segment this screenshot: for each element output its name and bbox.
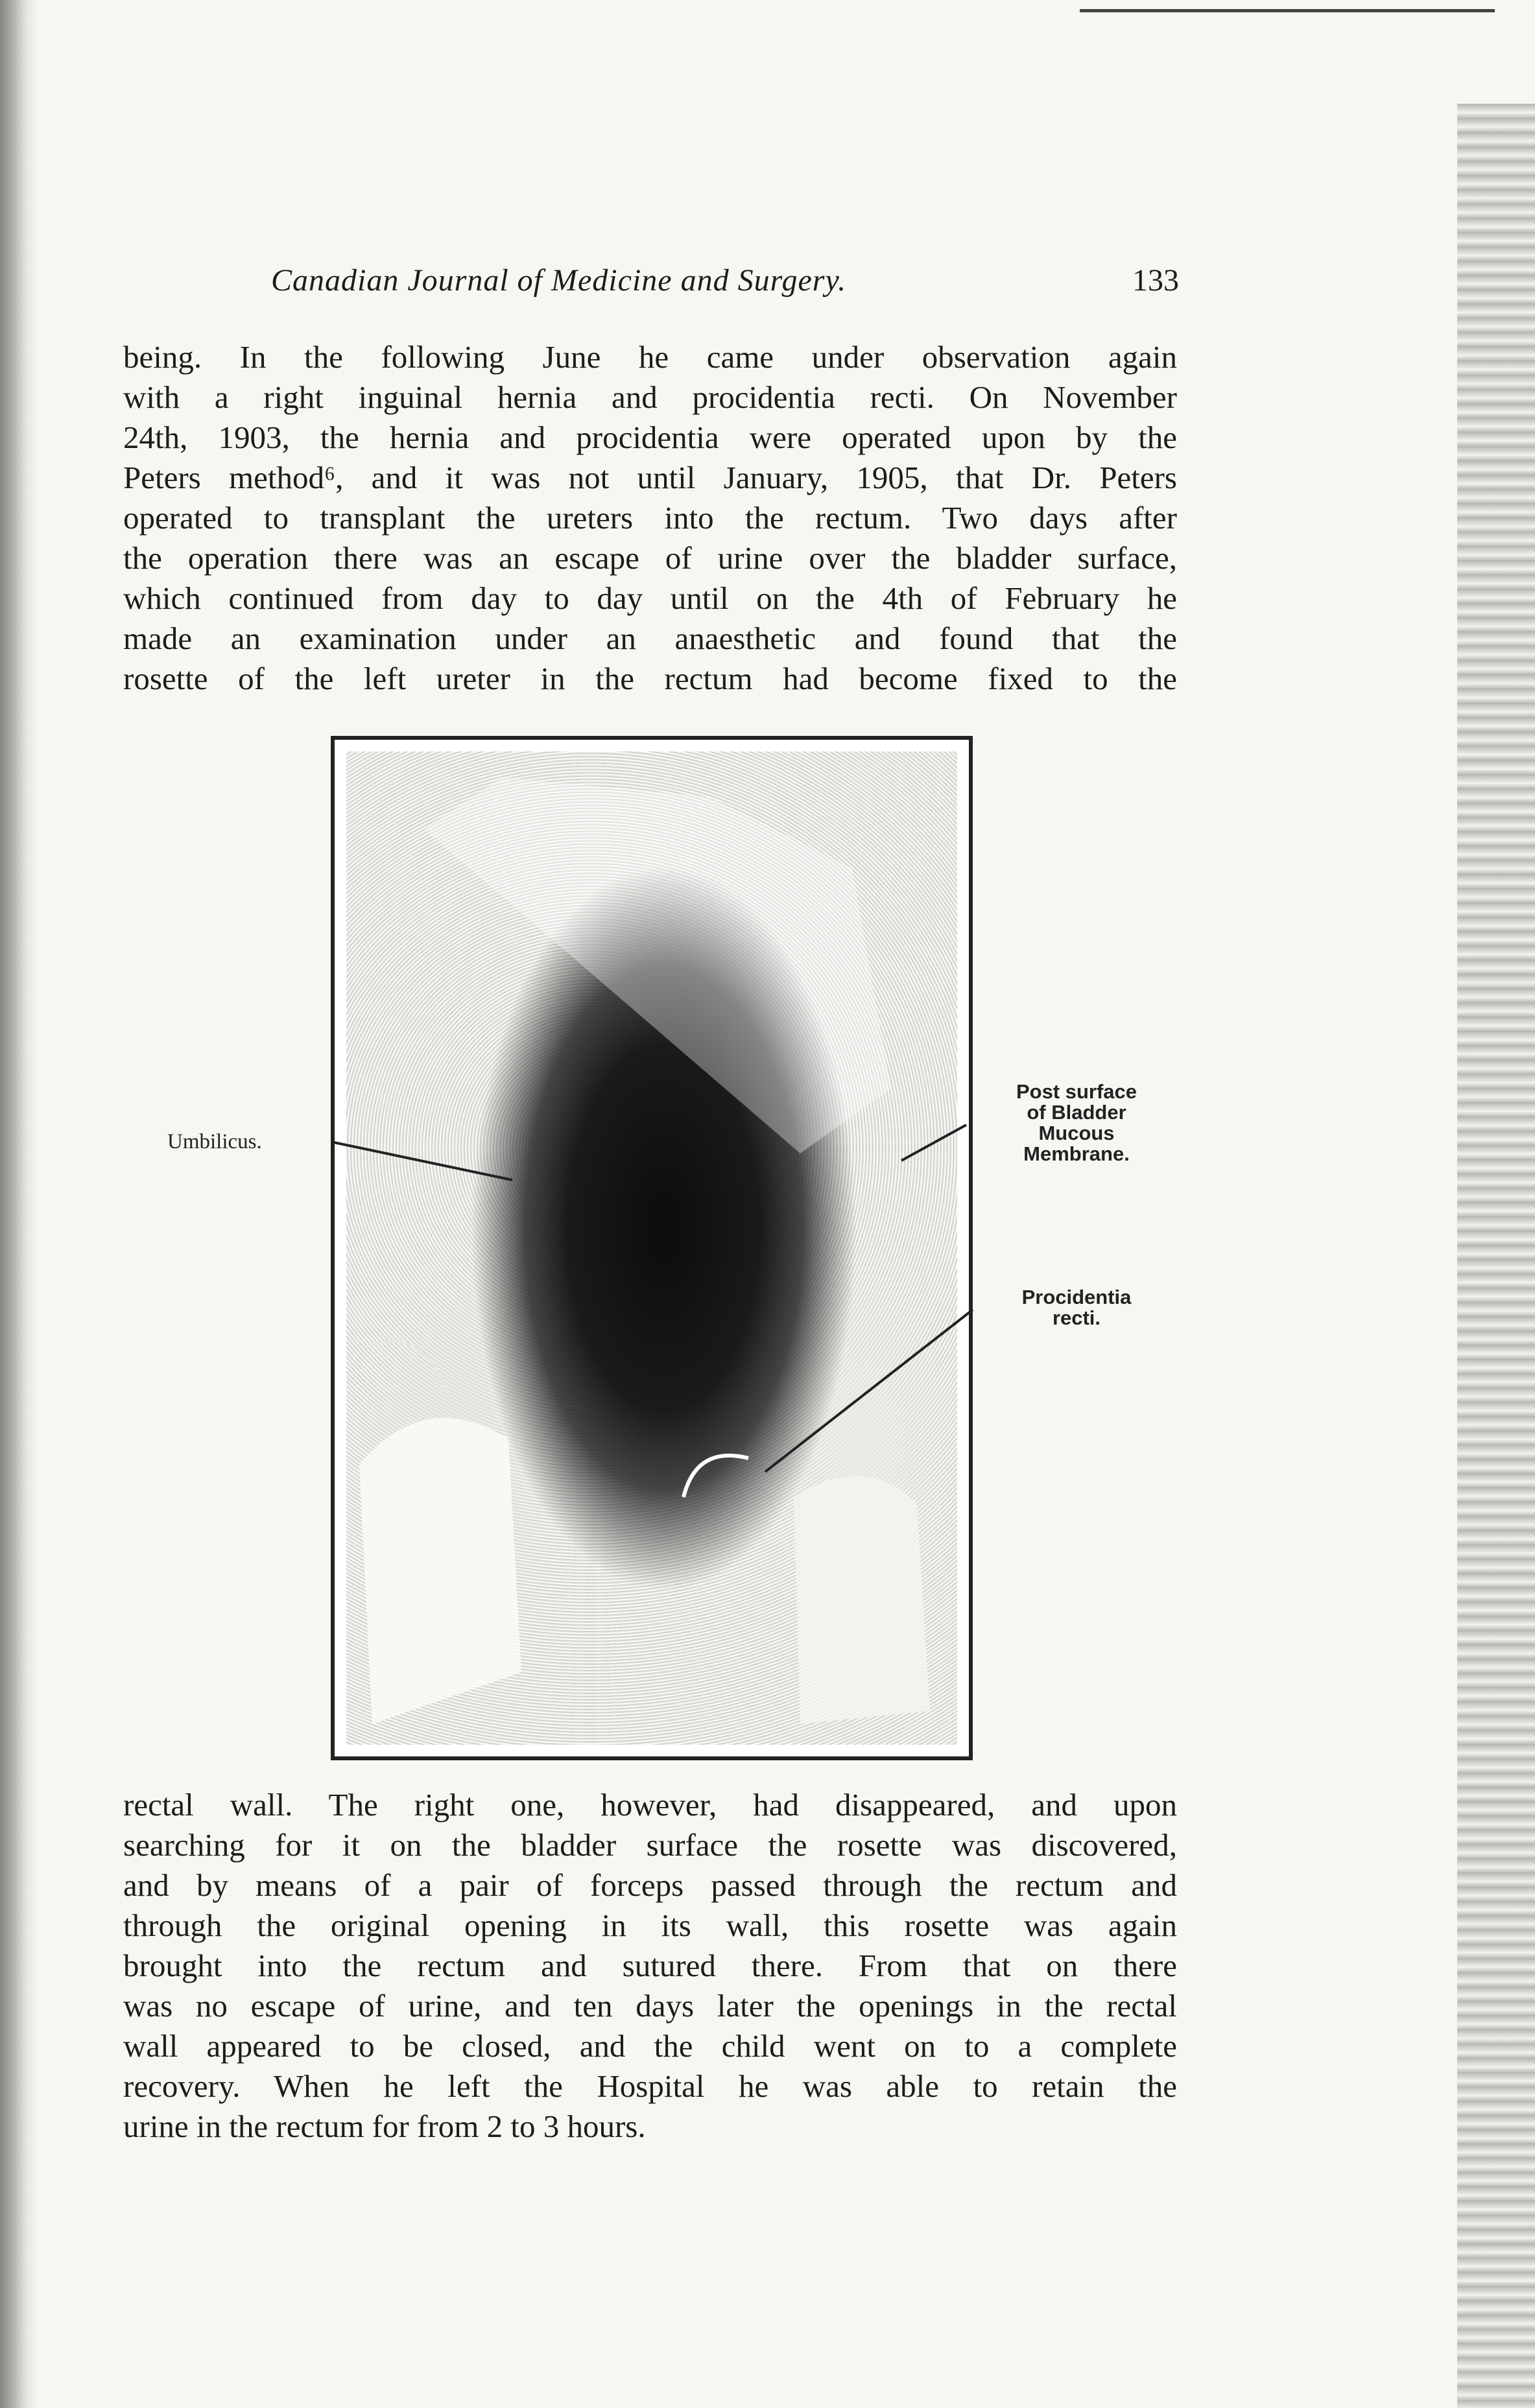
label-line: Procidentia (1021, 1286, 1132, 1308)
photograph-image (346, 751, 957, 1745)
text-line: through the original opening in its wall, this rosette was again (123, 1907, 1177, 1943)
photograph-detail (346, 751, 957, 1745)
text-line: made an examination under an anaesthetic and found that the (123, 620, 1177, 656)
text-line: the operation there was an escape of urine over the bladder surface, (123, 540, 1177, 576)
text-line: operated to transplant the ureters into the rectum. Two days after (123, 500, 1177, 536)
scan-edge-left (0, 0, 38, 2408)
label-line: Mucous (1038, 1122, 1115, 1144)
label-line: Post surface (1016, 1080, 1137, 1103)
paragraph-1 (123, 337, 1177, 699)
text-line: recovery. When he left the Hospital he was able to retain the (123, 2068, 1177, 2104)
text-line: 24th, 1903, the hernia and procidentia were operated upon by the (123, 419, 1177, 455)
text-line: rosette of the left ureter in the rectum had become fixed to the (123, 661, 1177, 696)
journal-title: Canadian Journal of Medicine and Surgery. (271, 263, 847, 298)
text-line: with a right inguinal hernia and procidentia recti. On November (123, 379, 1177, 415)
top-rule (1080, 9, 1495, 12)
text-line: was no escape of urine, and ten days later the openings in the rectal (123, 1988, 1177, 2024)
text-line: rectal wall. The right one, however, had disappeared, and upon (123, 1787, 1177, 1823)
text-line: Peters method⁶, and it was not until January, 1905, that Dr. Peters (123, 460, 1177, 495)
label-procidentia-recti (999, 1287, 1154, 1328)
text-line: which continued from day to day until on the 4th of February he (123, 580, 1177, 616)
label-post-surface-bladder (1002, 1081, 1151, 1164)
label-umbilicus: Umbilicus. (167, 1130, 262, 1153)
running-head (271, 263, 1179, 314)
text-line: and by means of a pair of forceps passed through the rectum and (123, 1867, 1177, 1903)
label-line: Membrane. (1023, 1142, 1130, 1165)
text-line: being. In the following June he came under observation again (123, 339, 1177, 375)
clinical-photograph (331, 736, 973, 1760)
scan-edge-right (1457, 104, 1535, 2408)
page-number: 133 (1132, 263, 1179, 298)
text-line: wall appeared to be closed, and the child went on to a complete (123, 2028, 1177, 2064)
paragraph-2 (123, 1785, 1177, 2147)
label-line: recti. (1052, 1306, 1101, 1329)
text-line: searching for it on the bladder surface the rosette was discovered, (123, 1827, 1177, 1863)
label-line: of Bladder (1027, 1101, 1126, 1124)
text-line: urine in the rectum for from 2 to 3 hours. (123, 2108, 646, 2144)
text-line: brought into the rectum and sutured there. From that on there (123, 1948, 1177, 1983)
